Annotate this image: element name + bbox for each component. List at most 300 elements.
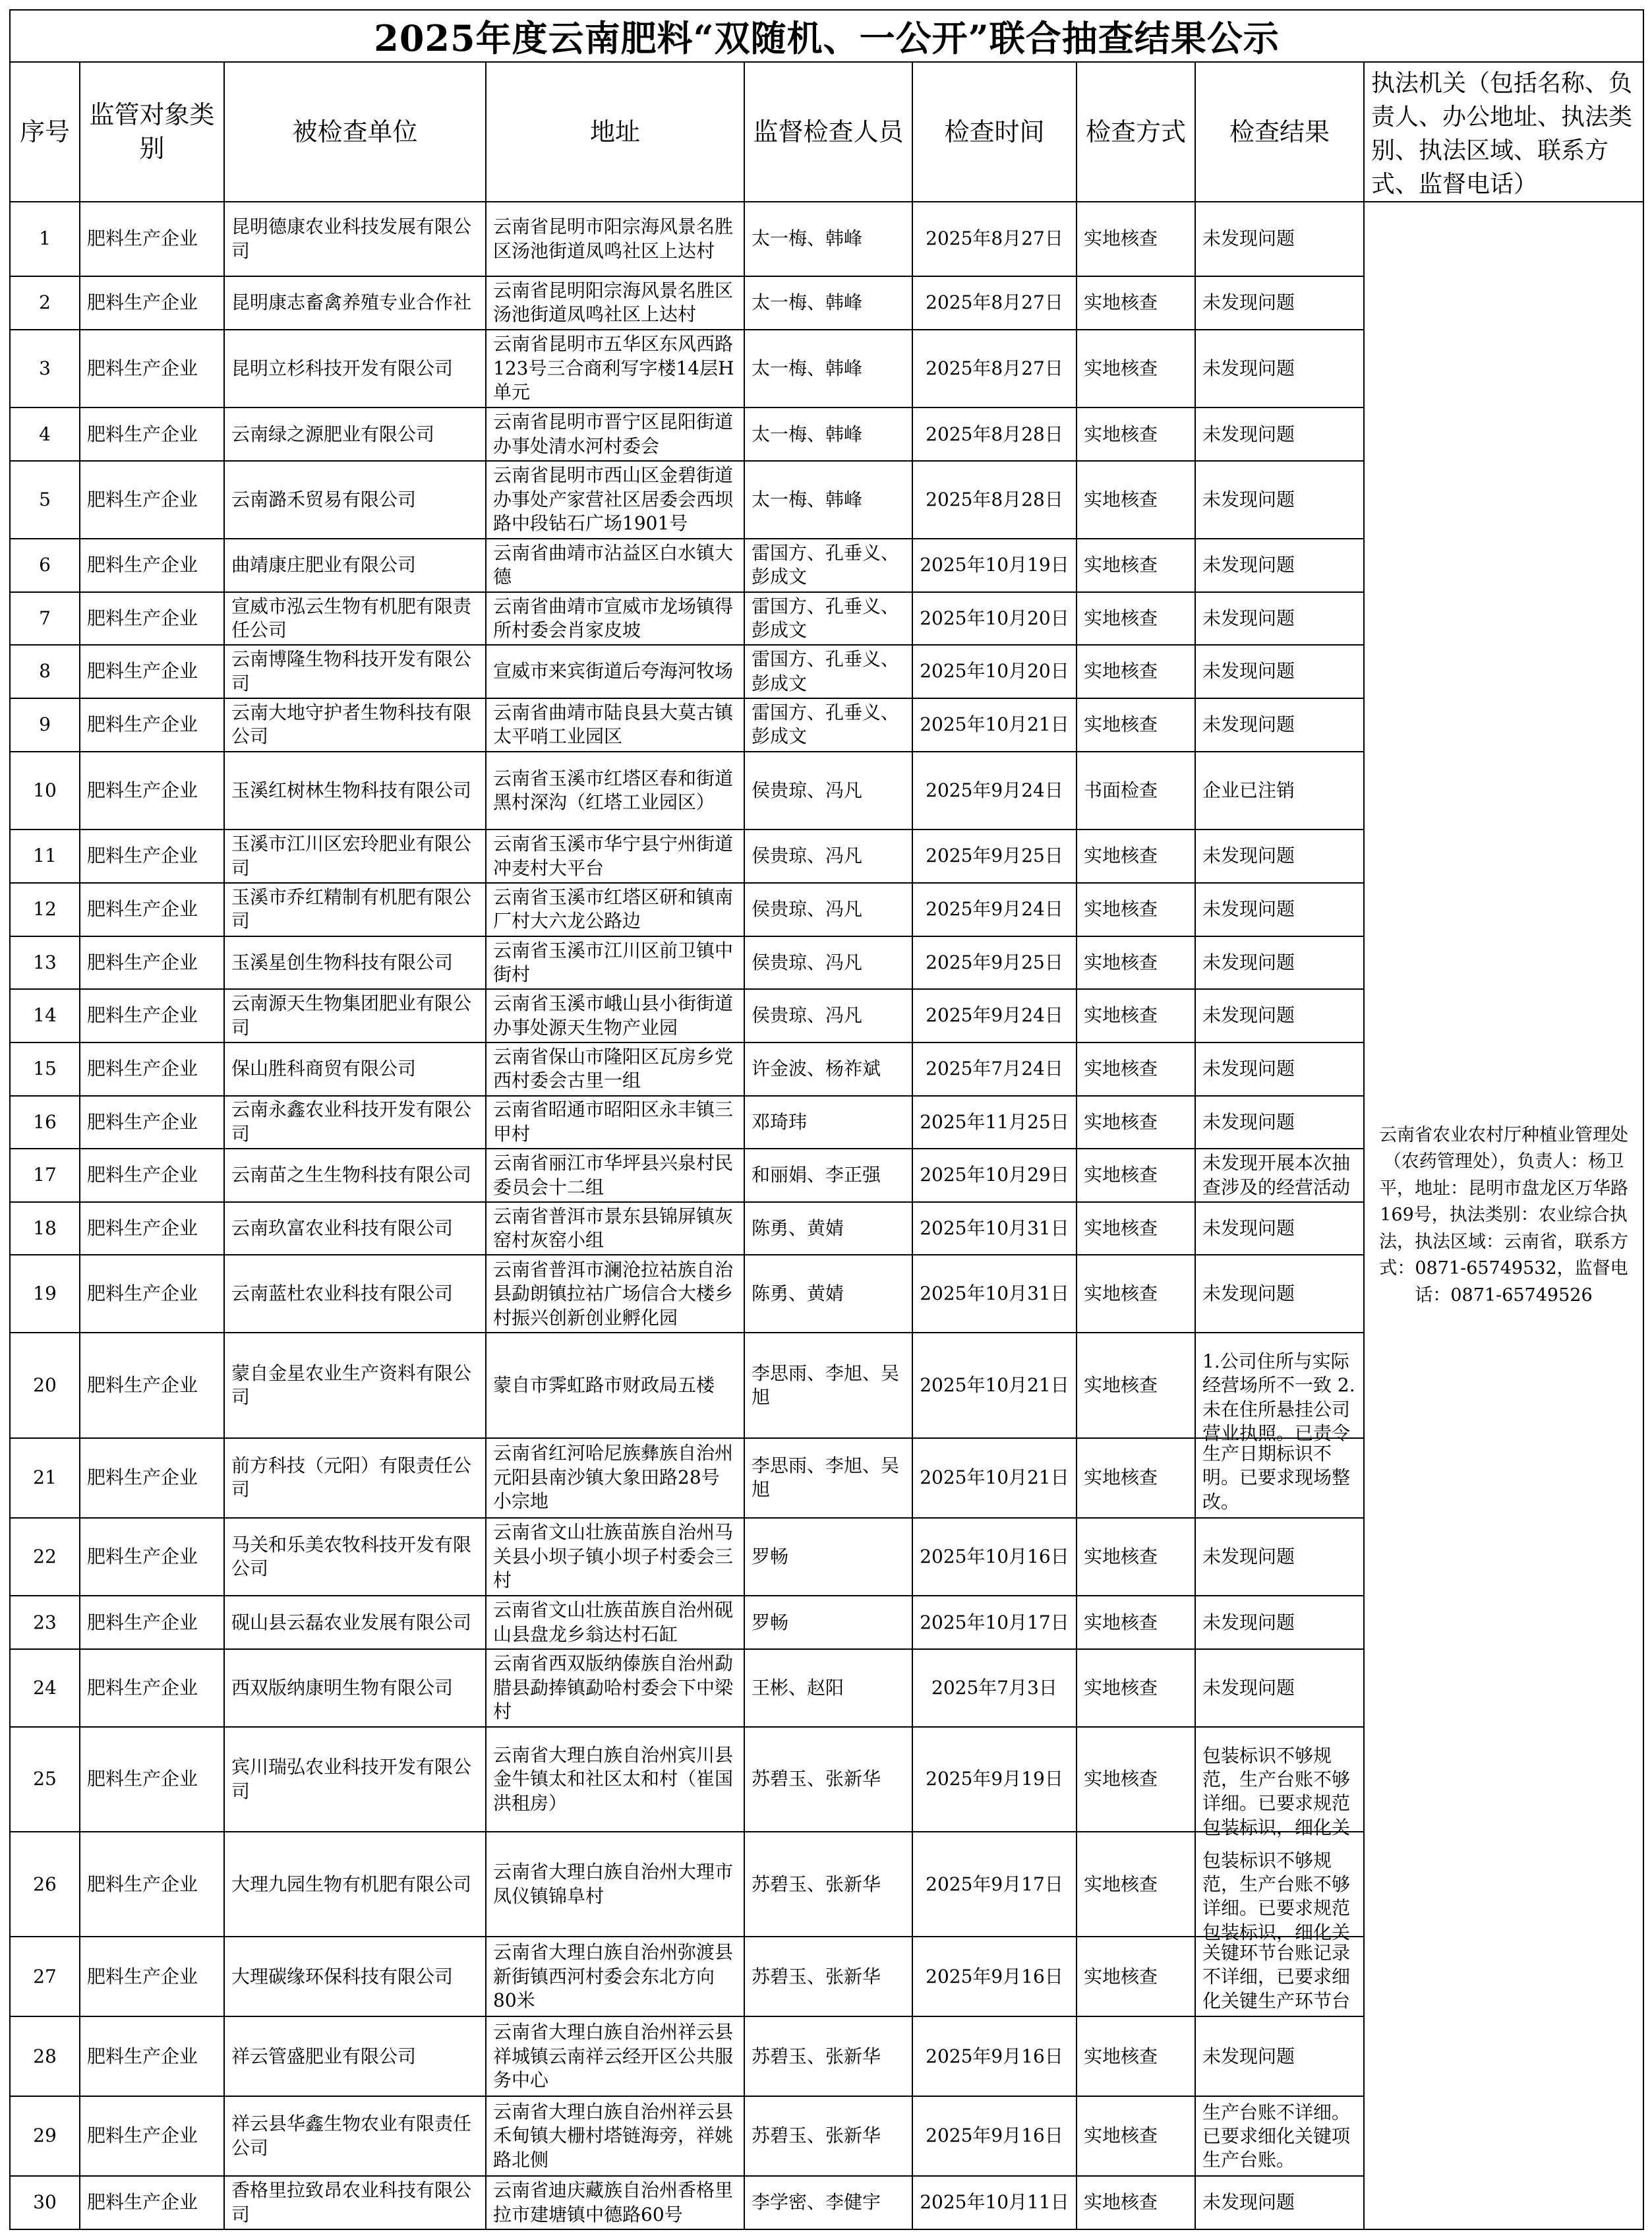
cell-category-text: 肥料生产企业 — [87, 1965, 198, 1987]
cell-time — [912, 408, 1077, 461]
cell-address-text: 云南省大理白族自治州祥云县禾甸镇大栅村塔链海旁，祥姚路北侧 — [493, 2101, 734, 2171]
cell-result-text: 企业已注销 — [1202, 779, 1295, 801]
cell-result-text: 未发现问题 — [1202, 1676, 1295, 1699]
cell-result — [1195, 2096, 1364, 2176]
cell-unit — [224, 2016, 486, 2096]
cell-no — [10, 989, 80, 1042]
cell-category — [80, 1438, 224, 1518]
cell-method — [1077, 539, 1195, 592]
cell-result — [1195, 830, 1364, 883]
cell-category-text: 肥料生产企业 — [87, 1873, 198, 1895]
cell-result — [1195, 1149, 1364, 1202]
cell-address — [486, 1518, 744, 1596]
cell-inspectors-text: 许金波、杨祚斌 — [752, 1058, 881, 1080]
cell-address — [486, 698, 744, 752]
cell-no-text: 9 — [39, 713, 51, 736]
cell-address-text: 云南省丽江市华坪县兴泉村民委员会十二组 — [493, 1152, 734, 1198]
cell-no-text: 13 — [33, 951, 57, 973]
cell-category-text: 肥料生产企业 — [87, 291, 198, 314]
cell-inspectors — [744, 1096, 912, 1149]
cell-time-text: 2025年10月16日 — [920, 1545, 1069, 1567]
cell-time-text: 2025年10月31日 — [920, 1283, 1069, 1305]
cell-category-text: 肥料生产企业 — [87, 1058, 198, 1080]
cell-method — [1077, 408, 1195, 461]
cell-inspectors-text: 侯贵琼、冯凡 — [752, 951, 863, 973]
cell-unit-text: 前方科技（元阳）有限责任公司 — [231, 1454, 472, 1501]
cell-address-text: 云南省文山壮族苗族自治州砚山县盘龙乡翁达村石缸 — [493, 1599, 734, 1645]
cell-unit — [224, 2176, 486, 2229]
cell-method — [1077, 698, 1195, 752]
cell-time — [912, 752, 1077, 830]
cell-inspectors-text: 陈勇、黄婧 — [752, 1217, 844, 1239]
cell-category-text: 肥料生产企业 — [87, 660, 198, 682]
cell-no — [10, 2096, 80, 2176]
cell-no-text: 1 — [39, 227, 51, 250]
cell-inspectors — [744, 1518, 912, 1596]
cell-unit-text: 云南源天生物集团肥业有限公司 — [231, 992, 472, 1039]
cell-unit — [224, 1255, 486, 1333]
cell-category-text: 肥料生产企业 — [87, 1110, 198, 1133]
cell-category — [80, 989, 224, 1042]
cell-category-text: 肥料生产企业 — [87, 554, 198, 576]
cell-no-text: 21 — [33, 1466, 57, 1488]
cell-result-text: 未发现问题 — [1202, 1283, 1295, 1305]
cell-result — [1195, 936, 1364, 990]
cell-time-text: 2025年9月24日 — [926, 1004, 1063, 1027]
cell-result-text: 未发现问题 — [1202, 1058, 1295, 1080]
cell-time — [912, 1333, 1077, 1437]
cell-no — [10, 1438, 80, 1518]
cell-inspectors — [744, 1832, 912, 1937]
cell-no — [10, 1042, 80, 1096]
cell-method-text: 实地核查 — [1084, 357, 1158, 379]
cell-unit — [224, 645, 486, 698]
cell-method — [1077, 276, 1195, 330]
cell-unit — [224, 1042, 486, 1096]
cell-inspectors-text: 李学密、李健宇 — [752, 2191, 881, 2214]
cell-time-text: 2025年9月19日 — [926, 1768, 1063, 1790]
cell-unit — [224, 408, 486, 461]
cell-time-text: 2025年11月25日 — [920, 1110, 1069, 1133]
cell-no-text: 18 — [33, 1217, 57, 1239]
cell-time-text: 2025年9月25日 — [926, 951, 1063, 973]
cell-address — [486, 1649, 744, 1727]
cell-no — [10, 202, 80, 276]
cell-category-text: 肥料生产企业 — [87, 423, 198, 445]
cell-category — [80, 936, 224, 990]
cell-category-text: 肥料生产企业 — [87, 2191, 198, 2214]
cell-address — [486, 1255, 744, 1333]
cell-inspectors — [744, 1202, 912, 1255]
cell-no-text: 2 — [39, 291, 51, 314]
cell-inspectors-text: 苏碧玉、张新华 — [752, 1768, 881, 1790]
cell-method-text: 实地核查 — [1084, 2045, 1158, 2067]
cell-time — [912, 989, 1077, 1042]
cell-result — [1195, 461, 1364, 539]
cell-unit-text: 曲靖康庄肥业有限公司 — [231, 554, 417, 576]
cell-result-text: 1.公司住所与实际经营场所不一致 2.未在住所悬挂公司营业执照。已责令 — [1202, 1350, 1355, 1445]
cell-unit — [224, 1438, 486, 1518]
cell-address-text: 云南省昆明阳宗海风景名胜区汤池街道凤鸣社区上达村 — [493, 279, 734, 326]
cell-result-text: 未发现问题 — [1202, 357, 1295, 379]
cell-unit — [224, 989, 486, 1042]
cell-inspectors — [744, 276, 912, 330]
cell-result — [1195, 1438, 1364, 1518]
cell-category-text: 肥料生产企业 — [87, 845, 198, 867]
cell-address-text: 云南省大理白族自治州大理市凤仪镇锦阜村 — [493, 1861, 734, 1907]
cell-no — [10, 1333, 80, 1437]
cell-address — [486, 539, 744, 592]
cell-no-text: 14 — [33, 1004, 57, 1027]
cell-unit-text: 宣威市泓云生物有机肥有限责任公司 — [231, 595, 472, 641]
cell-unit — [224, 2096, 486, 2176]
cell-inspectors-text: 太一梅、韩峰 — [752, 488, 863, 510]
cell-result-text: 未发现问题 — [1202, 291, 1295, 314]
cell-time-text: 2025年10月19日 — [920, 554, 1069, 576]
cell-address — [486, 883, 744, 936]
cell-inspectors — [744, 883, 912, 936]
cell-no-text: 16 — [33, 1110, 57, 1133]
cell-no — [10, 461, 80, 539]
cell-inspectors — [744, 1596, 912, 1649]
cell-inspectors-text: 雷国方、孔垂义、彭成文 — [752, 648, 900, 694]
cell-unit — [224, 1832, 486, 1937]
cell-inspectors-text: 侯贵琼、冯凡 — [752, 898, 863, 921]
cell-method — [1077, 1042, 1195, 1096]
cell-no-text: 26 — [33, 1873, 57, 1895]
cell-category-text: 肥料生产企业 — [87, 1283, 198, 1305]
cell-result — [1195, 883, 1364, 936]
cell-result-text: 未发现开展本次抽查涉及的经营活动 — [1202, 1152, 1351, 1198]
cell-method-text: 实地核查 — [1084, 488, 1158, 510]
cell-category-text: 肥料生产企业 — [87, 1217, 198, 1239]
cell-unit-text: 云南大地守护者生物科技有限公司 — [231, 701, 472, 748]
cell-method-text: 实地核查 — [1084, 660, 1158, 682]
cell-address-text: 云南省大理白族自治州宾川县金牛镇太和社区太和村（崔国洪租房） — [493, 1743, 734, 1814]
cell-inspectors — [744, 830, 912, 883]
cell-method — [1077, 989, 1195, 1042]
cell-category-text: 肥料生产企业 — [87, 2125, 198, 2147]
cell-address-text: 云南省保山市隆阳区瓦房乡党西村委会古里一组 — [493, 1045, 734, 1092]
cell-time-text: 2025年7月3日 — [931, 1676, 1057, 1699]
cell-address — [486, 330, 744, 408]
cell-time — [912, 883, 1077, 936]
col-header-unit: 被检查单位 — [224, 62, 486, 202]
cell-method — [1077, 2016, 1195, 2096]
cell-inspectors-text: 侯贵琼、冯凡 — [752, 1004, 863, 1027]
header-row — [10, 62, 1643, 202]
cell-address — [486, 1202, 744, 1255]
cell-method-text: 实地核查 — [1084, 1676, 1158, 1699]
cell-unit — [224, 883, 486, 936]
cell-result — [1195, 1333, 1364, 1445]
cell-unit-text: 祥云县华鑫生物农业有限责任公司 — [231, 2113, 472, 2159]
cell-unit-text: 西双版纳康明生物有限公司 — [231, 1676, 454, 1699]
cell-time-text: 2025年9月24日 — [926, 898, 1063, 921]
cell-time — [912, 202, 1077, 276]
cell-category — [80, 1255, 224, 1333]
cell-address-text: 云南省曲靖市沾益区白水镇大德 — [493, 541, 734, 588]
cell-result-text: 未发现问题 — [1202, 227, 1295, 250]
cell-inspectors — [744, 330, 912, 408]
cell-no — [10, 1255, 80, 1333]
cell-category-text: 肥料生产企业 — [87, 779, 198, 801]
cell-no-text: 4 — [39, 423, 51, 445]
cell-no — [10, 645, 80, 698]
cell-result-text: 未发现问题 — [1202, 660, 1295, 682]
cell-result — [1195, 1937, 1364, 2016]
cell-result-text: 包装标识不够规范，生产台账不够详细。已要求规范包装标识，细化关 — [1202, 1849, 1351, 1943]
cell-time — [912, 1438, 1077, 1518]
cell-address — [486, 936, 744, 990]
cell-inspectors — [744, 1333, 912, 1437]
cell-unit-text: 玉溪市江川区宏玲肥业有限公司 — [231, 833, 472, 879]
cell-result — [1195, 1832, 1364, 1943]
cell-method-text: 实地核查 — [1084, 951, 1158, 973]
cell-address — [486, 461, 744, 539]
cell-inspectors-text: 李思雨、李旭、吴旭 — [752, 1454, 900, 1501]
cell-category-text: 肥料生产企业 — [87, 607, 198, 629]
cell-time — [912, 1937, 1077, 2016]
cell-time — [912, 830, 1077, 883]
cell-no — [10, 1832, 80, 1937]
cell-inspectors-text: 和丽娟、李正强 — [752, 1164, 881, 1186]
cell-category — [80, 202, 224, 276]
cell-result — [1195, 1649, 1364, 1727]
cell-result — [1195, 2176, 1364, 2229]
cell-method — [1077, 752, 1195, 830]
cell-category-text: 肥料生产企业 — [87, 951, 198, 973]
cell-category — [80, 2096, 224, 2176]
cell-unit-text: 云南潞禾贸易有限公司 — [231, 488, 417, 510]
cell-method — [1077, 1832, 1195, 1937]
cell-address-text: 云南省大理白族自治州弥渡县新街镇西河村委会东北方向80米 — [493, 1941, 734, 2011]
cell-result-text: 未发现问题 — [1202, 1545, 1295, 1567]
cell-no-text: 30 — [33, 2191, 57, 2214]
cell-inspectors-text: 雷国方、孔垂义、彭成文 — [752, 701, 900, 748]
cell-category — [80, 1727, 224, 1832]
cell-time-text: 2025年8月27日 — [926, 357, 1063, 379]
cell-no-text: 5 — [39, 488, 51, 510]
cell-inspectors-text: 苏碧玉、张新华 — [752, 1873, 881, 1895]
cell-time-text: 2025年9月24日 — [926, 779, 1063, 801]
cell-method — [1077, 1149, 1195, 1202]
cell-result — [1195, 752, 1364, 830]
cell-unit-text: 马关和乐美农牧科技开发有限公司 — [231, 1533, 472, 1579]
cell-method — [1077, 1333, 1195, 1437]
cell-category — [80, 276, 224, 330]
cell-result — [1195, 1727, 1364, 1838]
cell-method — [1077, 2176, 1195, 2229]
cell-address-text: 云南省普洱市景东县锦屏镇灰窑村灰窑小组 — [493, 1205, 734, 1252]
cell-category — [80, 1042, 224, 1096]
cell-time — [912, 1149, 1077, 1202]
cell-no — [10, 276, 80, 330]
cell-unit-text: 昆明康志畜禽养殖专业合作社 — [231, 291, 472, 314]
cell-unit — [224, 1649, 486, 1727]
cell-method-text: 实地核查 — [1084, 2125, 1158, 2147]
cell-time — [912, 2176, 1077, 2229]
cell-address-text: 云南省文山壮族苗族自治州马关县小坝子镇小坝子村委会三村 — [493, 1521, 734, 1592]
cell-unit-text: 昆明立杉科技开发有限公司 — [231, 357, 454, 379]
cell-inspectors-text: 罗畅 — [752, 1545, 789, 1567]
cell-method-text: 实地核查 — [1084, 898, 1158, 921]
cell-method — [1077, 1202, 1195, 1255]
cell-unit-text: 云南蓝杜农业科技有限公司 — [231, 1283, 454, 1305]
cell-time — [912, 1596, 1077, 1649]
cell-method-text: 实地核查 — [1084, 845, 1158, 867]
cell-no — [10, 883, 80, 936]
cell-no — [10, 1649, 80, 1727]
cell-result-text: 未发现问题 — [1202, 1217, 1295, 1239]
cell-time-text: 2025年10月21日 — [920, 1466, 1069, 1488]
cell-time-text: 2025年10月31日 — [920, 1217, 1069, 1239]
cell-unit-text: 云南绿之源肥业有限公司 — [231, 423, 435, 445]
cell-no-text: 24 — [33, 1676, 57, 1699]
cell-no-text: 15 — [33, 1058, 57, 1080]
cell-method-text: 实地核查 — [1084, 713, 1158, 736]
cell-method-text: 实地核查 — [1084, 291, 1158, 314]
cell-result-text: 未发现问题 — [1202, 2045, 1295, 2067]
cell-no-text: 7 — [39, 607, 51, 629]
cell-method — [1077, 1596, 1195, 1649]
cell-no — [10, 1727, 80, 1832]
cell-unit-text: 砚山县云磊农业发展有限公司 — [231, 1611, 472, 1633]
cell-result-text: 未发现问题 — [1202, 2191, 1295, 2214]
cell-result — [1195, 1596, 1364, 1649]
cell-inspectors — [744, 1727, 912, 1832]
cell-category-text: 肥料生产企业 — [87, 1676, 198, 1699]
cell-result — [1195, 645, 1364, 698]
cell-time-text: 2025年10月21日 — [920, 1374, 1069, 1396]
cell-no — [10, 330, 80, 408]
cell-address — [486, 1937, 744, 2016]
cell-address — [486, 2016, 744, 2096]
cell-inspectors — [744, 1438, 912, 1518]
cell-category — [80, 830, 224, 883]
results-sheet — [9, 9, 1643, 2230]
cell-address — [486, 830, 744, 883]
cell-address-text: 云南省大理白族自治州祥云县祥城镇云南祥云经开区公共服务中心 — [493, 2021, 734, 2091]
cell-result-text: 未发现问题 — [1202, 423, 1295, 445]
cell-time — [912, 936, 1077, 990]
cell-no — [10, 1149, 80, 1202]
cell-method-text: 实地核查 — [1084, 1374, 1158, 1396]
cell-no-text: 12 — [33, 898, 57, 921]
cell-address — [486, 202, 744, 276]
cell-time-text: 2025年8月27日 — [926, 291, 1063, 314]
cell-address-text: 宣威市来宾街道后夸海河牧场 — [493, 660, 734, 682]
cell-result-text: 未发现问题 — [1202, 607, 1295, 629]
cell-address — [486, 1096, 744, 1149]
cell-time — [912, 330, 1077, 408]
cell-category-text: 肥料生产企业 — [87, 1545, 198, 1567]
cell-unit-text: 云南永鑫农业科技开发有限公司 — [231, 1099, 472, 1145]
cell-time — [912, 698, 1077, 752]
cell-time — [912, 645, 1077, 698]
cell-time — [912, 539, 1077, 592]
cell-category — [80, 1518, 224, 1596]
cell-time-text: 2025年9月17日 — [926, 1873, 1063, 1895]
cell-time — [912, 461, 1077, 539]
cell-unit-text: 祥云管盛肥业有限公司 — [231, 2045, 417, 2067]
cell-category — [80, 1832, 224, 1937]
cell-category — [80, 408, 224, 461]
page-title: 2025年度云南肥料“双随机、一公开”联合抽查结果公示 — [10, 10, 1643, 62]
cell-inspectors-text: 苏碧玉、张新华 — [752, 2125, 881, 2147]
cell-category — [80, 592, 224, 646]
cell-time-text: 2025年9月16日 — [926, 2045, 1063, 2067]
cell-address — [486, 2176, 744, 2229]
cell-unit — [224, 1149, 486, 1202]
cell-method — [1077, 1255, 1195, 1333]
cell-unit-text: 玉溪市乔红精制有机肥有限公司 — [231, 886, 472, 932]
cell-method — [1077, 1649, 1195, 1727]
cell-result — [1195, 408, 1364, 461]
cell-time-text: 2025年8月28日 — [926, 488, 1063, 510]
cell-method — [1077, 1727, 1195, 1832]
cell-method-text: 实地核查 — [1084, 1110, 1158, 1133]
cell-address — [486, 752, 744, 830]
cell-unit-text: 云南玖富农业科技有限公司 — [231, 1217, 454, 1239]
cell-inspectors-text: 陈勇、黄婧 — [752, 1283, 844, 1305]
cell-no — [10, 1202, 80, 1255]
cell-method — [1077, 1438, 1195, 1518]
cell-no-text: 22 — [33, 1545, 57, 1567]
cell-address-text: 云南省昭通市昭阳区永丰镇三甲村 — [493, 1099, 734, 1145]
cell-no — [10, 2176, 80, 2229]
cell-result-text: 未发现问题 — [1202, 1004, 1295, 1027]
cell-time — [912, 1727, 1077, 1832]
cell-method-text: 实地核查 — [1084, 1217, 1158, 1239]
cell-time — [912, 1518, 1077, 1596]
cell-unit — [224, 1096, 486, 1149]
cell-no-text: 27 — [33, 1965, 57, 1987]
cell-time — [912, 2016, 1077, 2096]
cell-result-text: 包装标识不够规范，生产台账不够详细。已要求规范包装标识，细化关 — [1202, 1744, 1351, 1838]
cell-unit — [224, 1202, 486, 1255]
cell-inspectors — [744, 1937, 912, 2016]
cell-result — [1195, 539, 1364, 592]
cell-inspectors-text: 王彬、赵阳 — [752, 1676, 844, 1699]
cell-inspectors-text: 李思雨、李旭、吴旭 — [752, 1362, 900, 1408]
cell-address — [486, 1333, 744, 1437]
cell-no — [10, 936, 80, 990]
cell-address — [486, 1438, 744, 1518]
cell-inspectors-text: 苏碧玉、张新华 — [752, 1965, 881, 1987]
cell-category — [80, 1202, 224, 1255]
cell-no — [10, 830, 80, 883]
cell-category-text: 肥料生产企业 — [87, 898, 198, 921]
cell-method — [1077, 461, 1195, 539]
cell-no-text: 19 — [33, 1283, 57, 1305]
cell-inspectors — [744, 1649, 912, 1727]
cell-category — [80, 539, 224, 592]
cell-time — [912, 1832, 1077, 1937]
cell-address-text: 云南省玉溪市江川区前卫镇中街村 — [493, 939, 734, 985]
cell-no-text: 29 — [33, 2125, 57, 2147]
cell-address-text: 云南省红河哈尼族彝族自治州元阳县南沙镇大象田路28号小宗地 — [493, 1442, 734, 1513]
cell-inspectors-text: 罗畅 — [752, 1611, 789, 1633]
cell-unit — [224, 752, 486, 830]
cell-inspectors — [744, 1042, 912, 1096]
cell-inspectors-text: 太一梅、韩峰 — [752, 227, 863, 250]
cell-method — [1077, 1937, 1195, 2016]
cell-method-text: 实地核查 — [1084, 1283, 1158, 1305]
cell-inspectors — [744, 461, 912, 539]
cell-inspectors — [744, 2016, 912, 2096]
cell-method — [1077, 1518, 1195, 1596]
